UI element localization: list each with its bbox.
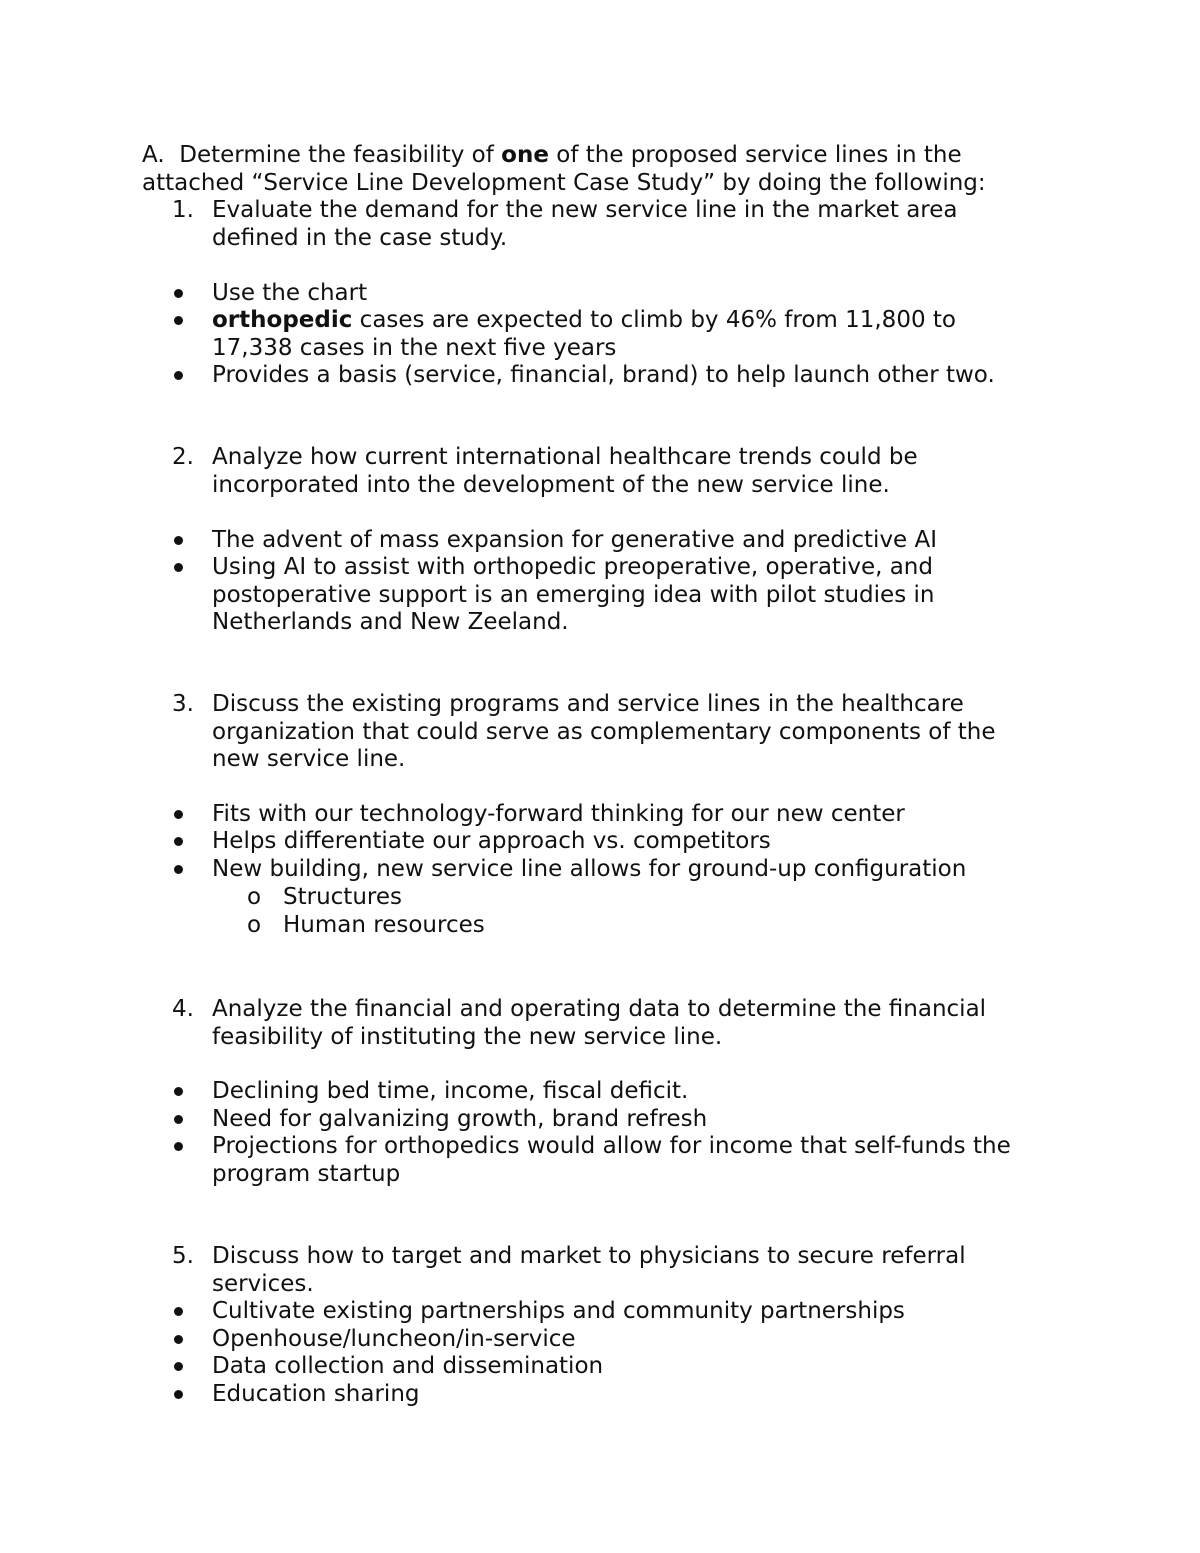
section-1-bullet-3: Provides a basis (service, financial, brand) to help launch other two. xyxy=(212,362,995,388)
section-1-heading-line-1: Evaluate the demand for the new service line in the market area xyxy=(212,197,958,223)
section-3-bullet-3: New building, new service line allows for ground-up configuration xyxy=(212,856,967,882)
section-5-bullet-3: Data collection and dissemination xyxy=(212,1353,604,1379)
bullet-dot xyxy=(174,837,183,846)
section-2-heading-line-1: Analyze how current international healthcare trends could be xyxy=(212,444,918,470)
intro-label: A. xyxy=(142,142,165,168)
section-3-number: 3. xyxy=(172,691,194,717)
section-3-bullet-1: Fits with our technology-forward thinking for our new center xyxy=(212,801,905,827)
section-5-bullet-2: Openhouse/luncheon/in-service xyxy=(212,1326,576,1352)
bullet-dot xyxy=(174,1115,183,1124)
bullet-dot xyxy=(174,316,183,325)
section-5-number: 5. xyxy=(172,1243,194,1269)
bullet-dot xyxy=(174,1335,183,1344)
section-2-bullet-1: The advent of mass expansion for generative and predictive AI xyxy=(212,527,938,553)
section-4-number: 4. xyxy=(172,996,194,1022)
section-5-heading-line-1: Discuss how to target and market to physicians to secure referral xyxy=(212,1243,966,1269)
bullet-dot xyxy=(174,1142,183,1151)
section-4-heading-line-2: feasibility of instituting the new service line. xyxy=(212,1024,723,1050)
section-5-heading-line-2: services. xyxy=(212,1271,314,1297)
bullet-dot xyxy=(174,536,183,545)
bullet-dot xyxy=(174,371,183,380)
bullet-dot xyxy=(174,865,183,874)
intro-text-post: of the proposed service lines in the xyxy=(548,142,962,168)
section-1-bullet-2 xyxy=(212,306,956,334)
section-3-heading-line-3: new service line. xyxy=(212,746,406,772)
section-4-heading-line-1: Analyze the financial and operating data to determine the financial xyxy=(212,996,987,1022)
section-3-sub-bullet-2: Human resources xyxy=(283,912,485,938)
bullet-dot xyxy=(174,563,183,572)
section-3-sub-bullet-1: Structures xyxy=(283,884,402,910)
section-1-bullet-2-cont: 17,338 cases in the next five years xyxy=(212,335,617,361)
section-4-bullet-2: Need for galvanizing growth, brand refresh xyxy=(212,1106,708,1132)
section-4-bullet-3: Projections for orthopedics would allow for income that self-funds the xyxy=(212,1133,1011,1159)
intro-text-bold: one xyxy=(501,142,549,168)
sub-bullet-marker: o xyxy=(247,884,262,910)
section-1-bullet-1: Use the chart xyxy=(212,280,368,306)
section-2-heading-line-2: incorporated into the development of the new service line. xyxy=(212,472,890,498)
sub-bullet-marker: o xyxy=(247,912,262,938)
bullet-dot xyxy=(174,1362,183,1371)
intro-line-1 xyxy=(142,141,962,169)
bullet-dot xyxy=(174,1087,183,1096)
bullet-dot xyxy=(174,810,183,819)
bullet-dot xyxy=(174,1307,183,1316)
section-5-bullet-4: Education sharing xyxy=(212,1381,420,1407)
section-2-number: 2. xyxy=(172,444,194,470)
section-1-heading-line-2: defined in the case study. xyxy=(212,225,508,251)
section-5-bullet-1: Cultivate existing partnerships and community partnerships xyxy=(212,1298,905,1324)
section-3-bullet-2: Helps differentiate our approach vs. competitors xyxy=(212,828,771,854)
bullet-text: cases are expected to climb by 46% from 11,800 to xyxy=(352,307,956,333)
section-2-bullet-2: Using AI to assist with orthopedic preoperative, operative, and xyxy=(212,554,933,580)
section-3-heading-line-2: organization that could serve as complementary components of the xyxy=(212,719,996,745)
intro-line-2: attached “Service Line Development Case Study” by doing the following: xyxy=(142,170,986,196)
bullet-dot xyxy=(174,289,183,298)
section-3-heading-line-1: Discuss the existing programs and service lines in the healthcare xyxy=(212,691,964,717)
section-4-bullet-1: Declining bed time, income, fiscal deficit. xyxy=(212,1078,689,1104)
section-1-number: 1. xyxy=(172,197,194,223)
intro-text-pre: Determine the feasibility of xyxy=(179,142,502,168)
bullet-bold-term: orthopedic xyxy=(212,307,353,333)
section-4-bullet-3-cont: program startup xyxy=(212,1161,401,1187)
section-2-bullet-2-cont-2: Netherlands and New Zeeland. xyxy=(212,609,569,635)
section-2-bullet-2-cont-1: postoperative support is an emerging idea with pilot studies in xyxy=(212,582,935,608)
bullet-dot xyxy=(174,1390,183,1399)
